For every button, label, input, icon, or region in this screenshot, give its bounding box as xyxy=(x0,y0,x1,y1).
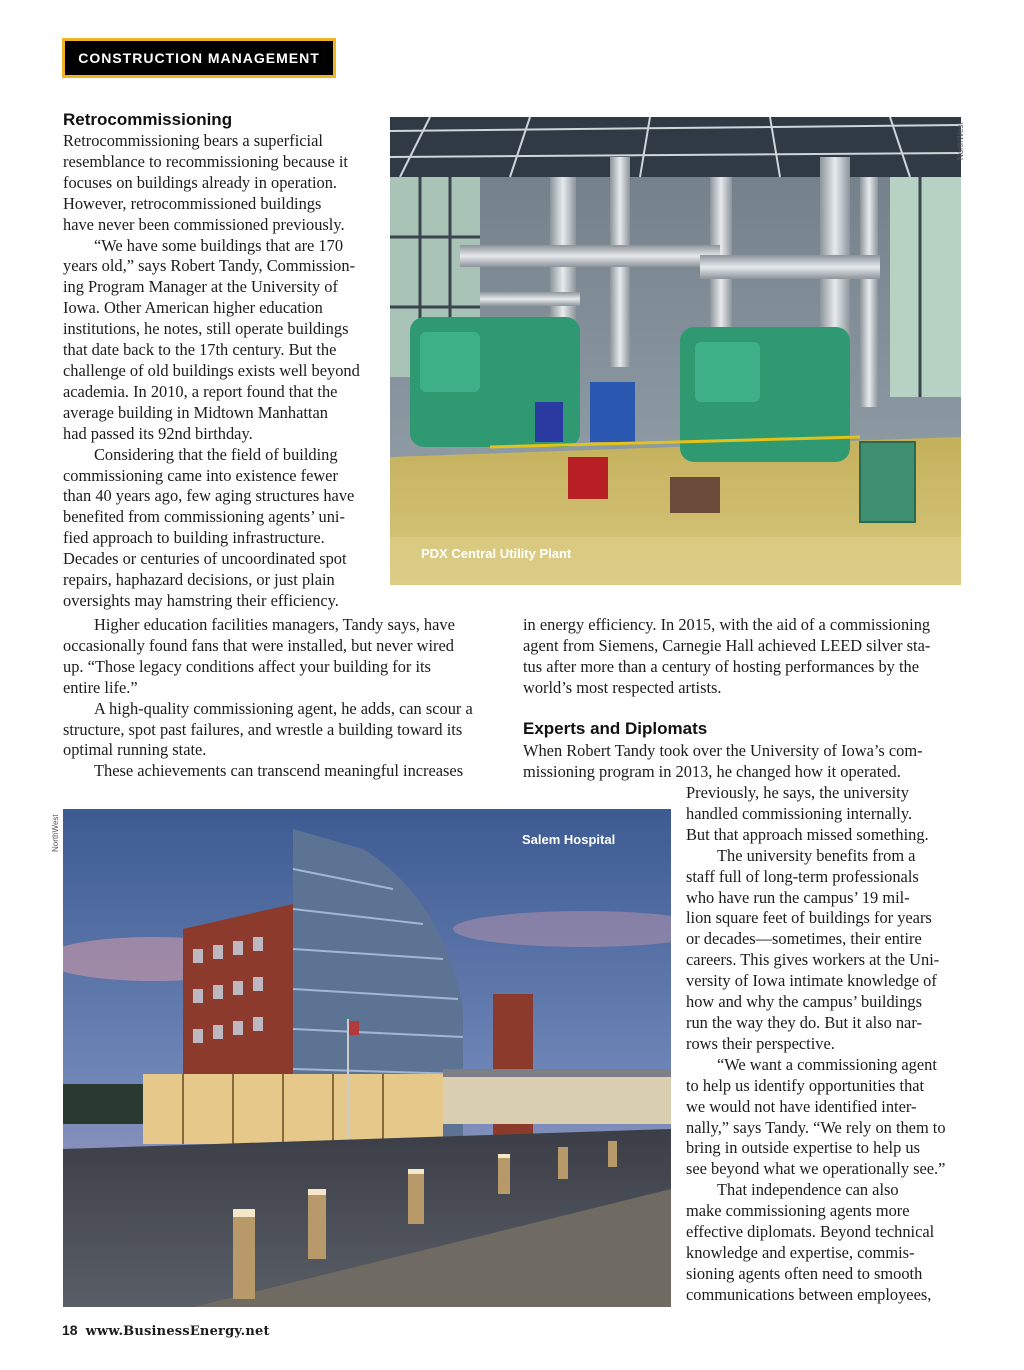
text-line: Decades or centuries of uncoordinated spot xyxy=(63,549,347,569)
photo-utility-plant-caption: PDX Central Utility Plant xyxy=(421,546,572,561)
text-line: However, retrocommissioned buildings xyxy=(63,193,322,213)
text-line: But that approach missed something. xyxy=(686,824,929,844)
photo-utility-plant-credit: NorthWest xyxy=(956,122,965,160)
article-column-1-continued xyxy=(63,615,503,782)
text-line: in energy efficiency. In 2015, with the aid of a commissioning xyxy=(523,615,931,634)
text-line: Retrocommissioning bears a superficial xyxy=(63,131,323,150)
text-line: institutions, he notes, still operate buildings xyxy=(63,319,349,339)
text-line: benefited from commissioning agents’ uni- xyxy=(63,507,345,527)
text-line: lion square feet of buildings for years xyxy=(686,908,932,928)
text-line: oversights may hamstring their efficiency. xyxy=(63,590,339,610)
photo-salem-hospital-caption: Salem Hospital xyxy=(522,832,616,847)
text-line: we would not have identified inter- xyxy=(686,1096,917,1116)
text-line: “We want a commissioning agent xyxy=(717,1054,937,1074)
text-line: effective diplomats. Beyond technical xyxy=(686,1222,935,1242)
text-line: nally,” says Tandy. “We rely on them to xyxy=(686,1117,946,1137)
text-line: or decades—sometimes, their entire xyxy=(686,929,922,949)
text-line: communications between employees, xyxy=(686,1284,932,1304)
text-line: had passed its 92nd birthday. xyxy=(63,423,253,443)
text-line: tus after more than a century of hosting performances by the xyxy=(523,656,919,676)
text-line: occasionally found fans that were installed, but never wired xyxy=(63,635,454,655)
photo-salem-hospital xyxy=(63,809,671,1307)
text-line: Iowa. Other American higher education xyxy=(63,298,323,318)
text-line: Considering that the field of building xyxy=(94,444,338,464)
text-line: optimal running state. xyxy=(63,740,207,760)
heading-retrocommissioning: Retrocommissioning xyxy=(63,110,233,129)
text-line: commissioning came into existence fewer xyxy=(63,465,338,485)
text-line: staff full of long-term professionals xyxy=(686,866,919,886)
text-line: make commissioning agents more xyxy=(686,1201,910,1221)
page-footer xyxy=(62,1322,270,1339)
text-line: bring in outside expertise to help us xyxy=(686,1138,920,1158)
text-line: world’s most respected artists. xyxy=(523,677,722,697)
text-line: That independence can also xyxy=(717,1180,899,1200)
text-line: see beyond what we operationally see.” xyxy=(686,1159,946,1179)
article-column-2-intro xyxy=(523,741,963,783)
text-line: When Robert Tandy took over the University of Iowa’s com- xyxy=(523,741,923,760)
text-line: “We have some buildings that are 170 xyxy=(94,235,344,255)
photo-salem-hospital-credit: NorthWest xyxy=(51,814,60,852)
text-line: missioning program in 2013, he changed how it operated. xyxy=(523,761,901,781)
text-line: entire life.” xyxy=(63,677,138,697)
text-line: handled commissioning internally. xyxy=(686,803,913,823)
text-line: how and why the campus’ buildings xyxy=(686,992,922,1012)
text-line: The university benefits from a xyxy=(717,845,916,865)
text-line: rows their perspective. xyxy=(686,1033,835,1053)
text-line: challenge of old buildings exists well beyond xyxy=(63,360,360,380)
heading-experts-and-diplomats: Experts and Diplomats xyxy=(523,719,708,738)
text-line: versity of Iowa intimate knowledge of xyxy=(686,971,937,991)
page-number: 18 xyxy=(62,1322,78,1338)
footer-url: www.BusinessEnergy.net xyxy=(85,1324,270,1339)
article-column-1 xyxy=(63,131,383,612)
text-line: agent from Siemens, Carnegie Hall achieved LEED silver sta- xyxy=(523,635,931,655)
text-line: ing Program Manager at the University of xyxy=(63,277,338,297)
text-line: Previously, he says, the university xyxy=(686,783,909,802)
text-line: years old,” says Robert Tandy, Commission- xyxy=(63,256,356,276)
text-line: who have run the campus’ 19 mil- xyxy=(686,887,910,907)
text-line: Higher education facilities managers, Tandy says, have xyxy=(94,615,455,634)
section-tag-label: CONSTRUCTION MANAGEMENT xyxy=(78,50,320,66)
text-line: average building in Midtown Manhattan xyxy=(63,402,328,422)
text-line: academia. In 2010, a report found that the xyxy=(63,381,338,401)
text-line: up. “Those legacy conditions affect your building for its xyxy=(63,656,431,676)
text-line: fied approach to building infrastructure. xyxy=(63,528,325,548)
text-line: resemblance to recommissioning because it xyxy=(63,151,348,171)
text-line: knowledge and expertise, commis- xyxy=(686,1242,915,1262)
text-line: careers. This gives workers at the Uni- xyxy=(686,950,940,970)
text-line: have never been commissioned previously. xyxy=(63,214,345,234)
text-line: A high-quality commissioning agent, he adds, can scour a xyxy=(94,698,473,718)
text-line: to help us identify opportunities that xyxy=(686,1075,925,1095)
text-line: sioning agents often need to smooth xyxy=(686,1263,923,1283)
text-line: These achievements can transcend meaningful increases xyxy=(94,761,464,781)
text-line: that date back to the 17th century. But the xyxy=(63,340,337,360)
article-column-2 xyxy=(523,615,963,699)
article-column-3 xyxy=(686,783,966,1306)
photo-utility-plant xyxy=(390,117,961,585)
text-line: focuses on buildings already in operation. xyxy=(63,172,338,192)
text-line: structure, spot past failures, and wrestle a building toward its xyxy=(63,719,463,739)
text-line: than 40 years ago, few aging structures have xyxy=(63,486,355,506)
text-line: run the way they do. But it also nar- xyxy=(686,1012,922,1032)
text-line: repairs, haphazard decisions, or just plain xyxy=(63,570,335,590)
section-tag xyxy=(62,38,336,78)
